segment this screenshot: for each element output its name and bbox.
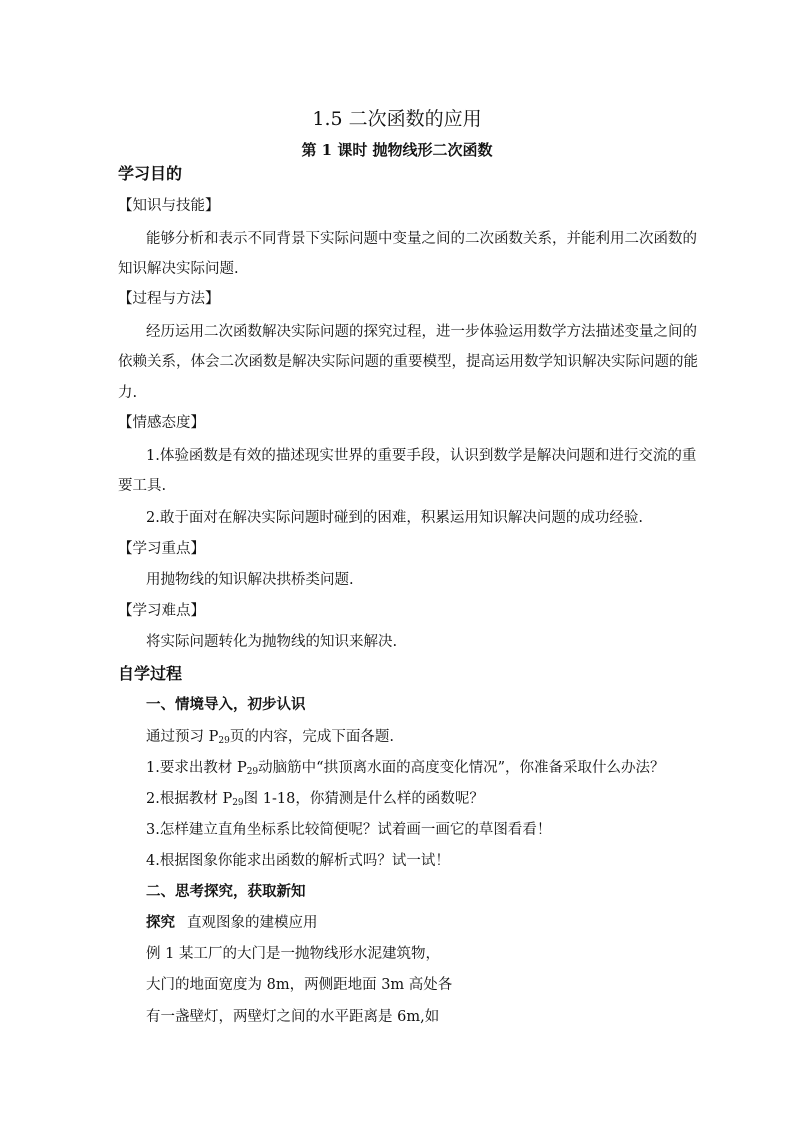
- process-text-line-2: 依赖关系，体会二次函数是解决实际问题的重要模型，提高运用数学知识解决实际问题的能: [118, 354, 698, 370]
- page-title: 1.5 二次函数的应用: [312, 108, 482, 130]
- difficulty-text: 将实际问题转化为抛物线的知识来解决.: [146, 634, 398, 650]
- explore-label: 探究: [146, 914, 175, 931]
- question-1: 1.要求出教材 $P_{29}$动脑筋中“拱顶离水面的高度变化情况”，你准备采取什么办法？: [146, 760, 665, 777]
- part-1-intro: 通过预习 $P_{29}$页的内容，完成下面各题.: [146, 729, 394, 746]
- key-point-heading: 【学习重点】: [118, 541, 205, 557]
- question-4: 4.根据图象你能求出函数的解析式吗？试一试！: [146, 853, 450, 869]
- knowledge-text-line-2: 知识解决实际问题.: [118, 261, 239, 277]
- explore-line: [146, 913, 318, 933]
- difficulty-heading: 【学习难点】: [118, 603, 205, 619]
- explore-title: 直观图象的建模应用: [187, 915, 318, 931]
- process-text-line-3: 力.: [118, 385, 138, 401]
- process-heading: 【过程与方法】: [118, 291, 220, 307]
- knowledge-text-line-1: 能够分析和表示不同背景下实际问题中变量之间的二次函数关系，并能利用二次函数的: [146, 231, 697, 247]
- example-1-line-1: 例 1 某工厂的大门是一抛物线形水泥建筑物，: [146, 946, 440, 962]
- part-2-heading: 二、思考探究，获取新知: [146, 883, 306, 900]
- emotion-heading: 【情感态度】: [118, 415, 205, 431]
- question-3: 3.怎样建立直角坐标系比较简便呢？试着画一画它的草图看看！: [146, 822, 552, 838]
- example-1-line-3: 有一盏壁灯，两壁灯之间的水平距离是 6m,如: [146, 1009, 440, 1025]
- process-text-line-1: 经历运用二次函数解决实际问题的探究过程，进一步体验运用数学方法描述变量之间的: [146, 324, 697, 340]
- knowledge-heading: 【知识与技能】: [118, 198, 220, 214]
- section-heading-process: 自学过程: [118, 664, 183, 683]
- key-point-text: 用抛物线的知识解决拱桥类问题.: [146, 572, 354, 588]
- page-subtitle: 第 1 课时 抛物线形二次函数: [301, 141, 493, 159]
- question-2: 2.根据教材 $P_{29}$图 1-18，你猜测是什么样的函数呢？: [146, 791, 484, 808]
- example-1-line-2: 大门的地面宽度为 8m，两侧距地面 3m 高处各: [146, 977, 453, 993]
- part-1-heading: 一、情境导入，初步认识: [146, 696, 306, 713]
- emotion-item-1-line-1: 1.体验函数是有效的描述现实世界的重要手段，认识到数学是解决问题和进行交流的重: [146, 448, 697, 464]
- emotion-item-1-line-2: 要工具.: [118, 478, 167, 494]
- section-heading-goals: 学习目的: [118, 164, 183, 183]
- emotion-item-2: 2.敢于面对在解决实际问题时碰到的困难，积累运用知识解决问题的成功经验.: [146, 510, 643, 526]
